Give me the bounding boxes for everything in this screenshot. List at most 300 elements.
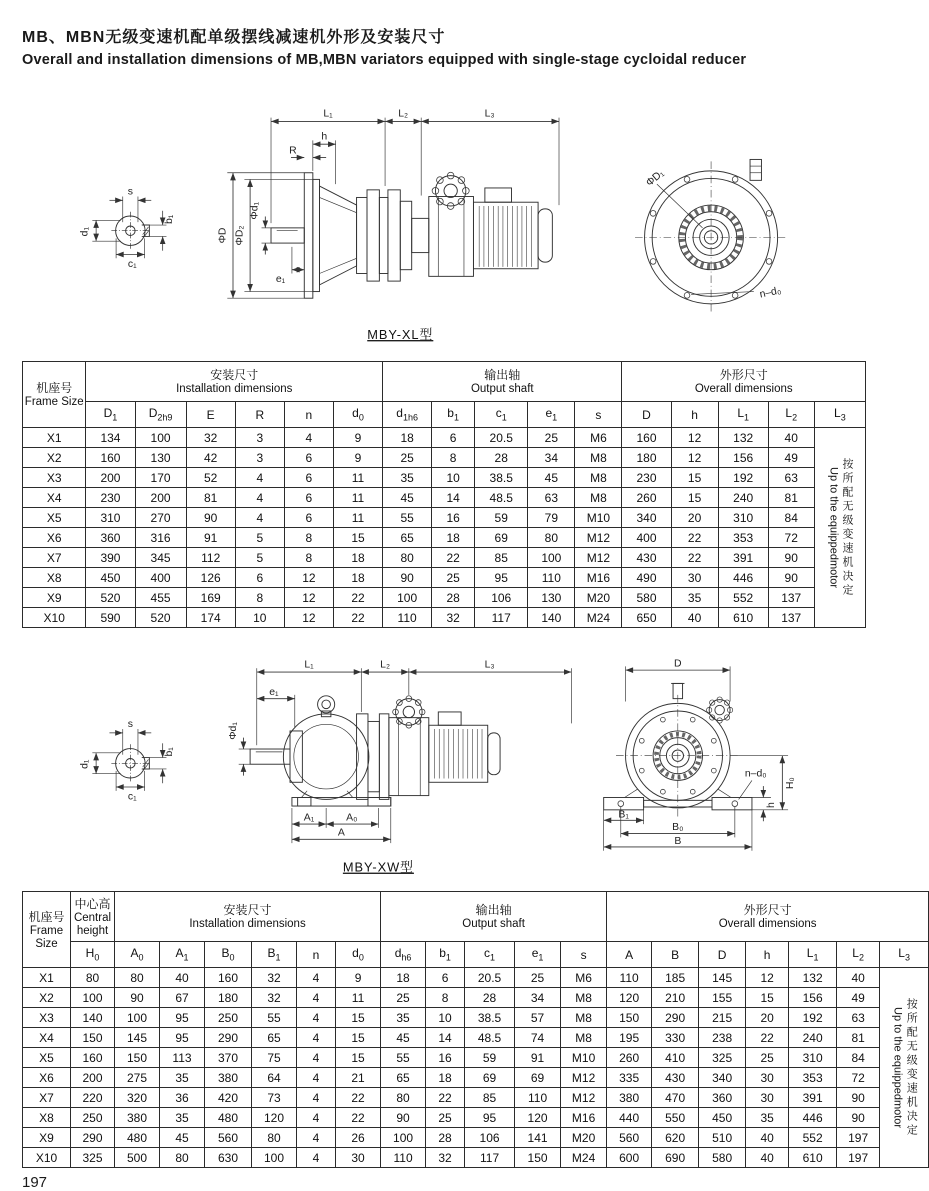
dimension-cell: 345 [135, 548, 186, 568]
side-view-mby-xl [271, 172, 552, 298]
dimension-cell: 650 [622, 608, 671, 628]
dimension-cell: 3 [235, 448, 284, 468]
dimension-cell: 240 [718, 488, 768, 508]
dimension-cell: 185 [652, 968, 699, 988]
table-row [23, 528, 866, 548]
dimension-cell: 63 [768, 468, 814, 488]
dimension-cell: 12 [284, 608, 333, 628]
dimension-cell: 400 [622, 528, 671, 548]
dimension-cell: 16 [426, 1048, 465, 1068]
dimension-cell: 40 [746, 1128, 789, 1148]
dimension-cell: 6 [235, 568, 284, 588]
dimension-cell: 4 [297, 988, 336, 1008]
dimension-cell: M16 [575, 568, 622, 588]
dimension-cell: 55 [381, 1048, 426, 1068]
dimension-cell: 110 [515, 1088, 561, 1108]
dimension-cell: 30 [746, 1088, 789, 1108]
column-header: E [186, 402, 235, 428]
table-row [23, 508, 866, 528]
dimension-cell: 45 [528, 468, 575, 488]
frame-size-cell: X2 [23, 988, 71, 1008]
dimension-cell: 6 [432, 428, 475, 448]
dimension-cell: 130 [528, 588, 575, 608]
frame-size-cell: X9 [23, 588, 86, 608]
dimension-cell: M12 [561, 1068, 607, 1088]
dim-label-n-d0: n–d₀ [758, 285, 783, 301]
dimension-cell: 28 [426, 1128, 465, 1148]
dimension-cell: 140 [71, 1008, 115, 1028]
dimension-cell: 20.5 [465, 968, 515, 988]
dimension-cell: 10 [426, 1008, 465, 1028]
dimension-cell: 490 [622, 568, 671, 588]
dimension-cell: 552 [718, 588, 768, 608]
frame-size-cell: X5 [23, 1048, 71, 1068]
table-row [23, 1088, 929, 1108]
dimension-cell: 38.5 [465, 1008, 515, 1028]
dimension-cell: M8 [561, 1028, 607, 1048]
dimension-cell: 10 [432, 468, 475, 488]
dimension-cell: 26 [336, 1128, 381, 1148]
dimension-cell: 330 [652, 1028, 699, 1048]
dimension-cell: 340 [699, 1068, 746, 1088]
dim-label-L1: L₁ [304, 659, 314, 671]
dimension-cell: 91 [515, 1048, 561, 1068]
column-header: $L_1$ [718, 402, 768, 428]
drawing-caption-mby-xw: MBY-XW型 [342, 859, 414, 875]
dimension-cell: 79 [528, 508, 575, 528]
dimension-cell: 117 [475, 608, 528, 628]
dimension-cell: 69 [475, 528, 528, 548]
dimension-cell: 15 [746, 988, 789, 1008]
dimension-cell: 106 [475, 588, 528, 608]
dimension-cell: 55 [383, 508, 432, 528]
dimension-cell: 230 [86, 488, 135, 508]
dimension-cell: 40 [160, 968, 205, 988]
dimension-cell: 18 [432, 528, 475, 548]
dimension-cell: 12 [284, 588, 333, 608]
dimension-cell: 15 [671, 488, 718, 508]
subheader-row [23, 402, 866, 428]
dimension-cell: 132 [789, 968, 837, 988]
dimension-cell: 72 [837, 1068, 880, 1088]
dimension-cell: 22 [333, 608, 382, 628]
dimension-cell: 360 [86, 528, 135, 548]
column-header: $B_1$ [252, 942, 297, 968]
dimension-cell: M10 [561, 1048, 607, 1068]
table-row [23, 468, 866, 488]
dimension-cell: 130 [135, 448, 186, 468]
dimension-cell: 63 [528, 488, 575, 508]
table-row [23, 968, 929, 988]
dimension-cell: 270 [135, 508, 186, 528]
dimension-cell: 16 [432, 508, 475, 528]
dimension-cell: 310 [718, 508, 768, 528]
dimension-cell: 8 [235, 588, 284, 608]
group-output-shaft: 输出轴 Output shaft [381, 892, 607, 942]
dimension-cell: 4 [297, 1108, 336, 1128]
dimension-cell: 100 [528, 548, 575, 568]
dimension-cell: 40 [837, 968, 880, 988]
column-header: h [746, 942, 789, 968]
dimension-cell: 8 [284, 528, 333, 548]
dimension-cell: 80 [160, 1148, 205, 1168]
frame-size-cell: X8 [23, 568, 86, 588]
dimension-cell: 140 [528, 608, 575, 628]
dimension-cell: 40 [768, 428, 814, 448]
dimension-cell: 8 [284, 548, 333, 568]
table-row [23, 1108, 929, 1128]
dimension-cell: 28 [475, 448, 528, 468]
dimension-cell: 25 [426, 1108, 465, 1128]
dimension-cell: 390 [86, 548, 135, 568]
dimension-cell: 310 [789, 1048, 837, 1068]
dimension-cell: 192 [789, 1008, 837, 1028]
dimension-cell: 84 [837, 1048, 880, 1068]
table-row [23, 448, 866, 468]
dimension-cell: 32 [432, 608, 475, 628]
dimension-cell: 45 [383, 488, 432, 508]
dimension-cell: 9 [333, 428, 382, 448]
dimension-cell: 100 [381, 1128, 426, 1148]
dimension-cell: 4 [235, 508, 284, 528]
column-header: $d_{h6}$ [381, 942, 426, 968]
dimension-cell: 690 [652, 1148, 699, 1168]
dimension-cell: 11 [333, 468, 382, 488]
dimension-cell: 59 [465, 1048, 515, 1068]
dimension-cell: 30 [671, 568, 718, 588]
page-title-en: Overall and installation dimensions of MB,MBN variators equipped with single-stage cycloidal reducer [22, 52, 747, 68]
column-header: $e_1$ [528, 402, 575, 428]
dimension-cell: 32 [252, 988, 297, 1008]
dimension-cell: 5 [235, 528, 284, 548]
dimension-cell: 450 [86, 568, 135, 588]
dim-label-R: R [289, 145, 297, 157]
dimension-cell: 150 [115, 1048, 160, 1068]
group-header-row [23, 362, 866, 402]
dimension-cell: 455 [135, 588, 186, 608]
dimension-cell: 200 [86, 468, 135, 488]
dimension-cell: 120 [252, 1108, 297, 1128]
dimension-cell: 35 [671, 588, 718, 608]
dimension-cell: 4 [297, 1088, 336, 1108]
dimension-cell: 22 [333, 588, 382, 608]
dimension-cell: 335 [607, 1068, 652, 1088]
dimension-cell: 49 [837, 988, 880, 1008]
dimension-cell: 290 [71, 1128, 115, 1148]
dimension-cell: 100 [383, 588, 432, 608]
dimension-cell: M24 [575, 608, 622, 628]
dimension-cell: 160 [86, 448, 135, 468]
dimension-cell: 35 [160, 1068, 205, 1088]
group-output-shaft: 输出轴 Output shaft [383, 362, 622, 402]
dimension-cell: 22 [671, 548, 718, 568]
dimension-cell: M10 [575, 508, 622, 528]
dimension-cell: 4 [235, 468, 284, 488]
dimension-cell: 260 [622, 488, 671, 508]
dimension-cell: 134 [86, 428, 135, 448]
dim-label-A: A [337, 827, 345, 839]
dimension-cell: 12 [671, 428, 718, 448]
dimension-cell: M12 [575, 548, 622, 568]
dimension-cell: 12 [671, 448, 718, 468]
frame-size-cell: X10 [23, 608, 86, 628]
dimension-cell: 10 [235, 608, 284, 628]
dimension-cell: 18 [381, 968, 426, 988]
dimension-cell: 400 [135, 568, 186, 588]
column-header: D [622, 402, 671, 428]
dimension-cell: 18 [383, 428, 432, 448]
dimension-cell: 90 [383, 568, 432, 588]
table-mby-xw-body [23, 968, 929, 1168]
dimension-cell: 446 [789, 1108, 837, 1128]
dim-label-phid1: Φd₁ [227, 722, 239, 740]
dimension-cell: 169 [186, 588, 235, 608]
dim-label-A0: A₀ [346, 812, 358, 824]
table-row [23, 988, 929, 1008]
dimension-cell: 310 [86, 508, 135, 528]
column-header: $d_{1h6}$ [383, 402, 432, 428]
dimension-cell: 12 [284, 568, 333, 588]
dim-label-d1: d₁ [79, 759, 91, 769]
table-row [23, 608, 866, 628]
dimension-cell: 28 [432, 588, 475, 608]
dimension-cell: M8 [561, 1008, 607, 1028]
dimension-cell: M12 [575, 528, 622, 548]
frame-size-cell: X2 [23, 448, 86, 468]
frame-size-cell: X3 [23, 1008, 71, 1028]
dimension-cell: 69 [465, 1068, 515, 1088]
dimension-cell: 42 [186, 448, 235, 468]
dimension-cell: 25 [528, 428, 575, 448]
frame-size-cell: X8 [23, 1108, 71, 1128]
dimension-cell: M8 [561, 988, 607, 1008]
dimension-cell: 100 [252, 1148, 297, 1168]
dimension-cell: 25 [746, 1048, 789, 1068]
table-mby-xl-dimensions [22, 361, 866, 628]
dimension-cell: 500 [115, 1148, 160, 1168]
dimension-cell: 600 [607, 1148, 652, 1168]
dimension-cell: 95 [160, 1008, 205, 1028]
dimension-cell: 91 [186, 528, 235, 548]
dimension-cell: 160 [622, 428, 671, 448]
dimension-cell: 11 [333, 488, 382, 508]
dim-label-s: s [127, 186, 133, 198]
dimension-cell: 12 [746, 968, 789, 988]
dimension-cell: 580 [699, 1148, 746, 1168]
column-header: $L_2$ [837, 942, 880, 968]
dimension-cell: 250 [71, 1108, 115, 1128]
dimension-cell: 340 [622, 508, 671, 528]
dimension-cell: 145 [699, 968, 746, 988]
dimension-cell: 95 [475, 568, 528, 588]
dimension-cell: 420 [205, 1088, 252, 1108]
dimension-cell: 34 [528, 448, 575, 468]
dimension-cell: 160 [205, 968, 252, 988]
dimension-cell: 90 [115, 988, 160, 1008]
dimension-cell: 65 [252, 1028, 297, 1048]
dimension-cell: 440 [607, 1108, 652, 1128]
dimension-cell: 100 [71, 988, 115, 1008]
dimension-cell: 80 [383, 548, 432, 568]
front-view-labels [618, 658, 795, 847]
dimension-cell: 552 [789, 1128, 837, 1148]
dimension-cell: M20 [575, 588, 622, 608]
dimension-cell: M8 [575, 448, 622, 468]
frame-size-cell: X5 [23, 508, 86, 528]
dimension-cell: 22 [336, 1088, 381, 1108]
dimension-cell: 22 [671, 528, 718, 548]
dimension-cell: 100 [115, 1008, 160, 1028]
dimension-cell: 55 [252, 1008, 297, 1028]
dimension-cell: M20 [561, 1128, 607, 1148]
dimension-cell: 446 [718, 568, 768, 588]
dimension-cell: 320 [115, 1088, 160, 1108]
column-header: B [652, 942, 699, 968]
dimension-cell: 84 [768, 508, 814, 528]
drawing-mby-xl [22, 98, 866, 353]
dim-label-e1: e₁ [269, 686, 279, 698]
column-header: $D_1$ [86, 402, 135, 428]
table-row [23, 1048, 929, 1068]
dimension-cell: 510 [699, 1128, 746, 1148]
dimension-cell: 6 [426, 968, 465, 988]
drawing-mby-xw [22, 651, 866, 886]
table-row [23, 568, 866, 588]
dimension-cell: 85 [465, 1088, 515, 1108]
dimension-cell: 210 [652, 988, 699, 1008]
dimension-cell: 38.5 [475, 468, 528, 488]
dimension-cell: 450 [699, 1108, 746, 1128]
dimension-cell: 197 [837, 1148, 880, 1168]
group-installation-dimensions: 安装尺寸 Installation dimensions [115, 892, 381, 942]
dimension-cell: 180 [205, 988, 252, 1008]
column-header: D [699, 942, 746, 968]
dimension-cell: 580 [622, 588, 671, 608]
frame-size-zh: 机座号 [36, 381, 73, 396]
dimension-cell: 15 [671, 468, 718, 488]
dimension-cell: 391 [789, 1088, 837, 1108]
dimension-cell: 106 [465, 1128, 515, 1148]
dimension-cell: 560 [607, 1128, 652, 1148]
dimension-cell: 430 [652, 1068, 699, 1088]
group-overall-dimensions: 外形尺寸 Overall dimensions [622, 362, 866, 402]
dimension-cell: 14 [426, 1028, 465, 1048]
dimension-cell: 197 [837, 1128, 880, 1148]
section-labels [80, 187, 176, 270]
dim-label-L1: L₁ [323, 108, 333, 120]
dimension-cell: 80 [528, 528, 575, 548]
dimension-cell: 630 [205, 1148, 252, 1168]
dimension-cell: 90 [186, 508, 235, 528]
dimension-cell: 30 [746, 1068, 789, 1088]
dimension-cell: 480 [115, 1128, 160, 1148]
dimension-cell: 100 [135, 428, 186, 448]
dimension-cell: 74 [515, 1028, 561, 1048]
l3-note-cell: Up to the equippedmotor 按所配无级变速机决定 [880, 968, 929, 1168]
dimension-cell: 275 [115, 1068, 160, 1088]
dimension-cell: 238 [699, 1028, 746, 1048]
dimension-cell: 35 [746, 1108, 789, 1128]
dimension-cell: 325 [71, 1148, 115, 1168]
dim-label-n-d0: n–d₀ [744, 768, 767, 780]
dimension-cell: 240 [789, 1028, 837, 1048]
dimension-cell: 18 [426, 1068, 465, 1088]
dimension-cell: 52 [186, 468, 235, 488]
dimension-cell: 32 [252, 968, 297, 988]
dimension-cell: 180 [622, 448, 671, 468]
group-overall-dimensions: 外形尺寸 Overall dimensions [607, 892, 929, 942]
column-header: h [671, 402, 718, 428]
dimension-cell: 325 [699, 1048, 746, 1068]
frame-size-header [23, 362, 86, 428]
section-labels [80, 719, 176, 802]
dimension-cell: 95 [465, 1108, 515, 1128]
dimension-cell: 316 [135, 528, 186, 548]
dimension-cell: M6 [561, 968, 607, 988]
dim-label-L2: L₂ [398, 108, 409, 120]
dimension-cell: 4 [297, 1048, 336, 1068]
dimension-cell: 200 [135, 488, 186, 508]
dimension-cell: 126 [186, 568, 235, 588]
dimension-cell: 141 [515, 1128, 561, 1148]
column-header: $A_0$ [115, 942, 160, 968]
dimension-cell: 220 [71, 1088, 115, 1108]
dimension-cell: 35 [381, 1008, 426, 1028]
dimension-cell: 110 [383, 608, 432, 628]
dimension-cell: M12 [561, 1088, 607, 1108]
dimension-cell: 520 [86, 588, 135, 608]
dimension-cell: 80 [71, 968, 115, 988]
dimension-cell: 25 [432, 568, 475, 588]
table-row [23, 488, 866, 508]
column-header: $d_0$ [336, 942, 381, 968]
dimension-cell: 370 [205, 1048, 252, 1068]
frame-size-cell: X4 [23, 1028, 71, 1048]
shaft-section-view [92, 197, 166, 259]
dimension-cell: 120 [607, 988, 652, 1008]
dimension-cell: 9 [333, 448, 382, 468]
dimension-cell: 30 [336, 1148, 381, 1168]
dimension-cell: 250 [205, 1008, 252, 1028]
table-row [23, 1068, 929, 1088]
dimension-cell: 85 [475, 548, 528, 568]
dimension-cell: 380 [205, 1068, 252, 1088]
dimension-cell: 117 [465, 1148, 515, 1168]
dimension-cell: 610 [789, 1148, 837, 1168]
dimension-cell: 215 [699, 1008, 746, 1028]
dim-label-b1: b₁ [164, 747, 176, 757]
dimension-cell: 110 [381, 1148, 426, 1168]
dimension-cell: 150 [607, 1008, 652, 1028]
dimension-cell: 15 [336, 1048, 381, 1068]
dimension-cell: 132 [718, 428, 768, 448]
group-installation-dimensions: 安装尺寸 Installation dimensions [86, 362, 383, 402]
dimension-cell: 430 [622, 548, 671, 568]
dimension-cell: 73 [252, 1088, 297, 1108]
dimension-cell: 480 [205, 1108, 252, 1128]
dimension-cell: 15 [336, 1008, 381, 1028]
side-view-dimensions [239, 668, 572, 843]
column-header: $c_1$ [475, 402, 528, 428]
dimension-cell: M6 [575, 428, 622, 448]
dimension-cell: 520 [135, 608, 186, 628]
dimension-cell: 72 [768, 528, 814, 548]
dimension-cell: 35 [383, 468, 432, 488]
dimension-cell: 22 [746, 1028, 789, 1048]
dimension-cell: 4 [297, 1128, 336, 1148]
dimension-cell: 160 [71, 1048, 115, 1068]
dim-label-c1: c₁ [127, 791, 137, 803]
